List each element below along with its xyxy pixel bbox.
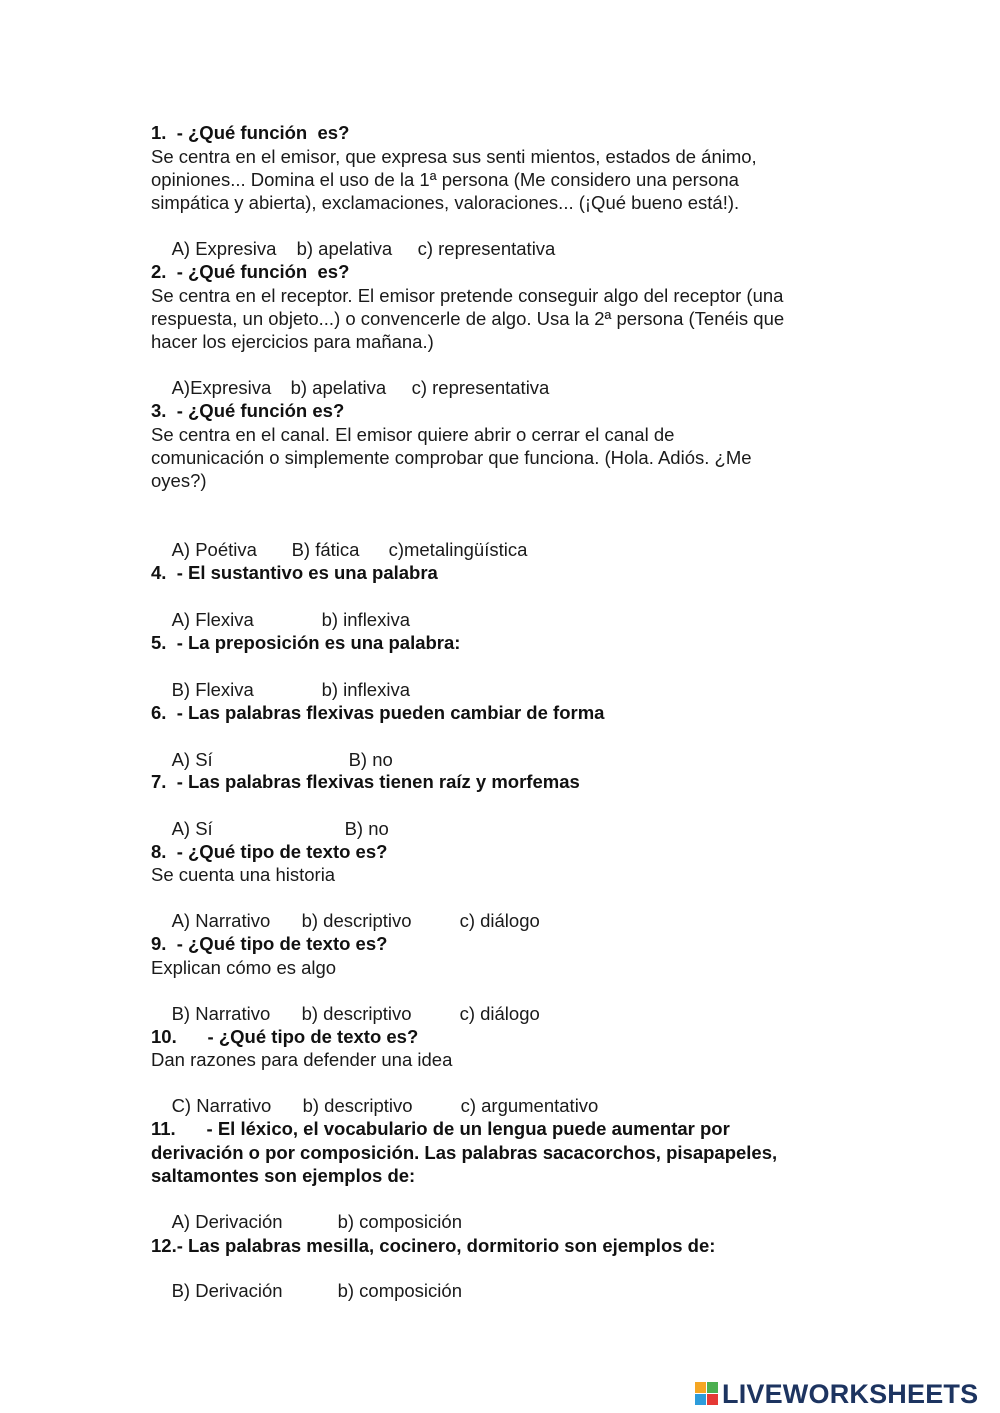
- question-1-title: 1. - ¿Qué función es?: [151, 122, 350, 143]
- question-2-title: 2. - ¿Qué función es?: [151, 261, 350, 282]
- option-b[interactable]: b) apelativa: [290, 377, 387, 398]
- option-b[interactable]: b) composición: [337, 1211, 462, 1232]
- question-6-title: 6. - Las palabras flexivas pueden cambiar de forma: [151, 702, 605, 723]
- question-1-text: Se centra en el emisor, que expresa sus senti mientos, estados de ánimo,: [151, 146, 757, 167]
- question-4-title: 4. - El sustantivo es una palabra: [151, 562, 438, 583]
- question-7-title: 7. - Las palabras flexivas tienen raíz y morfemas: [151, 771, 580, 792]
- question-2-text: hacer los ejercicios para mañana.): [151, 331, 434, 352]
- question-3-title: 3. - ¿Qué función es?: [151, 400, 345, 421]
- option-b[interactable]: b) descriptivo: [301, 910, 412, 931]
- question-2-text: respuesta, un objeto...) o convencerle de algo. Usa la 2ª persona (Tenéis que: [151, 308, 785, 329]
- option-b[interactable]: b) apelativa: [296, 238, 393, 259]
- option-b[interactable]: b) inflexiva: [321, 679, 410, 700]
- option-a[interactable]: A)Expresiva: [171, 377, 272, 398]
- option-c[interactable]: c) diálogo: [459, 910, 540, 931]
- option-b[interactable]: b) descriptivo: [301, 1003, 412, 1024]
- question-5-title: 5. - La preposición es una palabra:: [151, 632, 461, 653]
- question-1-text: simpática y abierta), exclamaciones, valoraciones... (¡Qué bueno está!).: [151, 192, 740, 213]
- question-1-text: opiniones... Domina el uso de la 1ª persona (Me considero una persona: [151, 169, 739, 190]
- question-9-title: 9. - ¿Qué tipo de texto es?: [151, 933, 388, 954]
- option-c[interactable]: c) diálogo: [459, 1003, 540, 1024]
- option-a[interactable]: A) Flexiva: [171, 609, 254, 630]
- question-11-title: saltamontes son ejemplos de:: [151, 1165, 416, 1186]
- option-a[interactable]: A) Narrativo: [171, 910, 271, 931]
- option-a[interactable]: A) Poétiva: [171, 539, 257, 560]
- question-11-title: derivación o por composición. Las palabras sacacorchos, pisapapeles,: [151, 1142, 778, 1163]
- option-a[interactable]: A) Derivación: [171, 1211, 283, 1232]
- question-8-title: 8. - ¿Qué tipo de texto es?: [151, 841, 388, 862]
- question-9-text: Explican cómo es algo: [151, 957, 337, 978]
- question-3-text: oyes?): [151, 470, 207, 491]
- option-c[interactable]: c)metalingüística: [388, 539, 528, 560]
- option-a[interactable]: C) Narrativo: [171, 1095, 272, 1116]
- option-b[interactable]: b) descriptivo: [302, 1095, 413, 1116]
- option-a[interactable]: B) Narrativo: [171, 1003, 271, 1024]
- option-a[interactable]: A) Expresiva: [171, 238, 277, 259]
- question-10-text: Dan razones para defender una idea: [151, 1049, 453, 1070]
- liveworksheets-logo[interactable]: [695, 1376, 978, 1412]
- option-a[interactable]: B) Derivación: [171, 1280, 283, 1301]
- option-b[interactable]: b) composición: [337, 1280, 462, 1301]
- liveworksheets-logo-icon: [695, 1382, 719, 1406]
- option-b[interactable]: B) no: [348, 749, 393, 770]
- option-c[interactable]: c) representativa: [417, 238, 556, 259]
- question-12-title: 12.- Las palabras mesilla, cocinero, dormitorio son ejemplos de:: [151, 1235, 716, 1256]
- option-a[interactable]: A) Sí: [171, 818, 213, 839]
- option-c[interactable]: c) representativa: [411, 377, 550, 398]
- option-a[interactable]: A) Sí: [171, 749, 213, 770]
- question-2-text: Se centra en el receptor. El emisor pretende conseguir algo del receptor (una: [151, 285, 784, 306]
- question-8-text: Se cuenta una historia: [151, 864, 336, 885]
- liveworksheets-logo-text: LIVEWORKSHEETS: [722, 1378, 979, 1409]
- question-12-options: [151, 1256, 462, 1325]
- option-b[interactable]: b) inflexiva: [321, 609, 410, 630]
- option-c[interactable]: c) argumentativo: [460, 1095, 599, 1116]
- question-3-text: Se centra en el canal. El emisor quiere abrir o cerrar el canal de: [151, 424, 675, 445]
- option-b[interactable]: B) fática: [291, 539, 360, 560]
- question-3-text: comunicación o simplemente comprobar que funciona. (Hola. Adiós. ¿Me: [151, 447, 752, 468]
- question-11-title: 11. - El léxico, el vocabulario de un lengua puede aumentar por: [151, 1118, 730, 1139]
- question-10-title: 10. - ¿Qué tipo de texto es?: [151, 1026, 419, 1047]
- option-b[interactable]: B) no: [344, 818, 389, 839]
- option-a[interactable]: B) Flexiva: [171, 679, 254, 700]
